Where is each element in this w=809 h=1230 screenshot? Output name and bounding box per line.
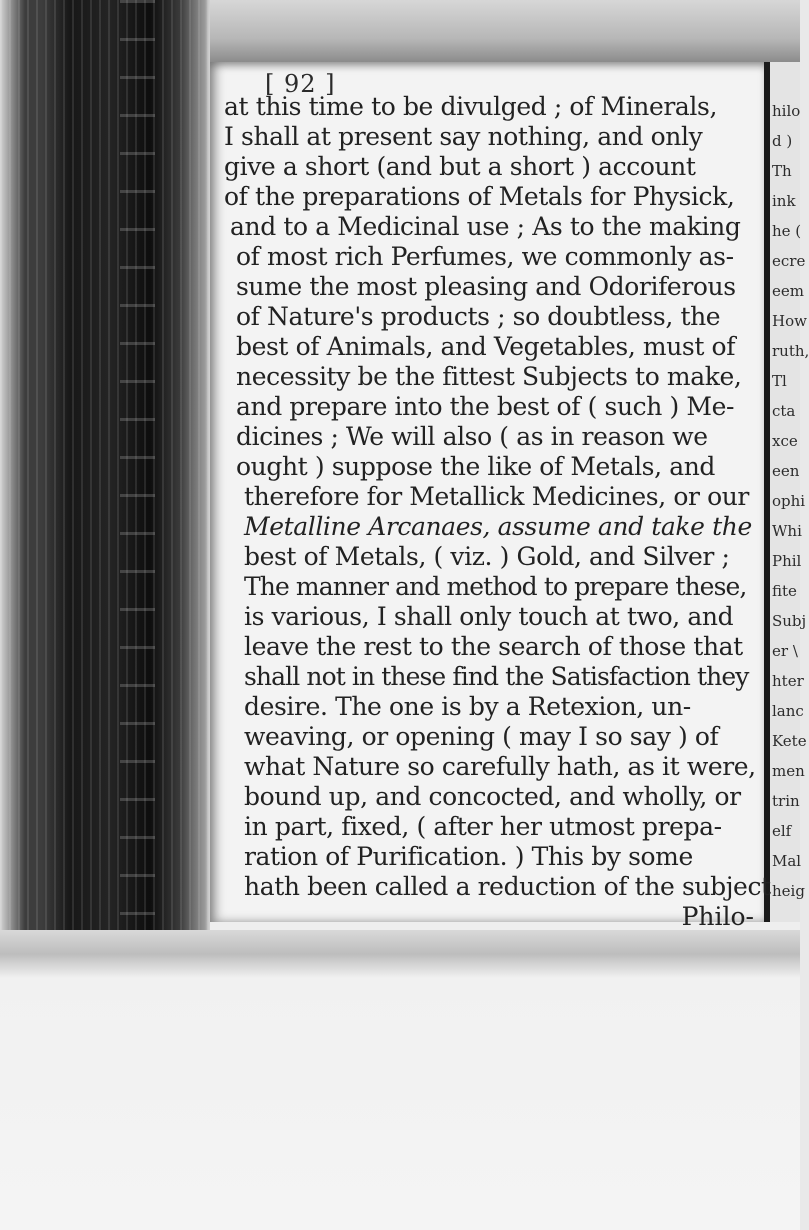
text-line: ration of Purification. ) This by some	[244, 842, 693, 871]
adjacent-text: Phil	[772, 552, 802, 570]
adjacent-text: Th	[772, 162, 792, 180]
text-line: shall not in these find the Satisfaction they	[244, 662, 749, 691]
text-line: leave the rest to the search of those that	[244, 632, 743, 661]
adjacent-text: lanc	[772, 702, 804, 720]
text-line: desire. The one is by a Retexion, un-	[244, 692, 691, 721]
adjacent-text: ecre	[772, 252, 806, 270]
text-line: of the preparations of Metals for Physick,	[224, 182, 735, 211]
catchword: Philo-	[681, 902, 754, 931]
text-line: best of Metals, ( viz. ) Gold, and Silver ;	[244, 542, 730, 571]
bottom-edge	[0, 930, 800, 1230]
adjacent-text: he (	[772, 222, 802, 240]
text-line: necessity be the fittest Subjects to make,	[236, 362, 742, 391]
adjacent-text: trin	[772, 792, 800, 810]
text-line: I shall at present say nothing, and only	[224, 122, 703, 151]
text-line: bound up, and concocted, and wholly, or	[244, 782, 741, 811]
text-line: of Nature's products ; so doubtless, the	[236, 302, 721, 331]
text-line: and prepare into the best of ( such ) Me-	[236, 392, 735, 421]
adjacent-text: ruth,	[772, 342, 809, 360]
text-line: in part, fixed, ( after her utmost prepa-	[244, 812, 722, 841]
adjacent-text: hter	[772, 672, 804, 690]
text-line: and to a Medicinal use ; As to the making	[230, 212, 741, 241]
adjacent-page-fragment	[770, 62, 809, 922]
text-line: weaving, or opening ( may I so say ) of	[244, 722, 719, 751]
text-line: Metalline Arcanaes, assume and take the	[244, 512, 752, 541]
text-line: ought ) suppose the like of Metals, and	[236, 452, 716, 481]
adjacent-text: er \	[772, 642, 798, 660]
adjacent-text: cta	[772, 402, 796, 420]
text-line: dicines ; We will also ( as in reason we	[236, 422, 708, 451]
adjacent-text: How	[772, 312, 807, 330]
adjacent-text: Whi	[772, 522, 802, 540]
adjacent-text: xce	[772, 432, 798, 450]
adjacent-text: een	[772, 462, 800, 480]
text-line: hath been called a reduction of the subject	[244, 872, 771, 901]
adjacent-text: Subj	[772, 612, 807, 630]
text-line: at this time to be divulged ; of Minerals,	[224, 92, 718, 121]
adjacent-text: hilo	[772, 102, 801, 120]
text-line: give a short (and but a short ) account	[224, 152, 696, 181]
text-line: sume the most pleasing and Odoriferous	[236, 272, 736, 301]
adjacent-text: Kete	[772, 732, 807, 750]
adjacent-text: ophi	[772, 492, 806, 510]
text-line: of most rich Perfumes, we commonly as-	[236, 242, 734, 271]
adjacent-text: fite	[772, 582, 797, 600]
text-line: is various, I shall only touch at two, and	[244, 602, 734, 631]
adjacent-text: eem	[772, 282, 804, 300]
adjacent-text: elf	[772, 822, 792, 840]
adjacent-text: Tl	[772, 372, 787, 390]
page-number: [ 92 ]	[265, 70, 336, 98]
adjacent-text: d )	[772, 132, 793, 150]
adjacent-text: ink	[772, 192, 796, 210]
adjacent-text: Mal	[772, 852, 802, 870]
text-line: The manner and method to prepare these,	[244, 572, 747, 601]
text-line: best of Animals, and Vegetables, must of	[236, 332, 736, 361]
text-line: what Nature so carefully hath, as it were,	[244, 752, 756, 781]
adjacent-text: heig	[772, 882, 805, 900]
page-body-text	[218, 92, 771, 932]
text-line: therefore for Metallick Medicines, or our	[244, 482, 749, 511]
adjacent-text: men	[772, 762, 805, 780]
